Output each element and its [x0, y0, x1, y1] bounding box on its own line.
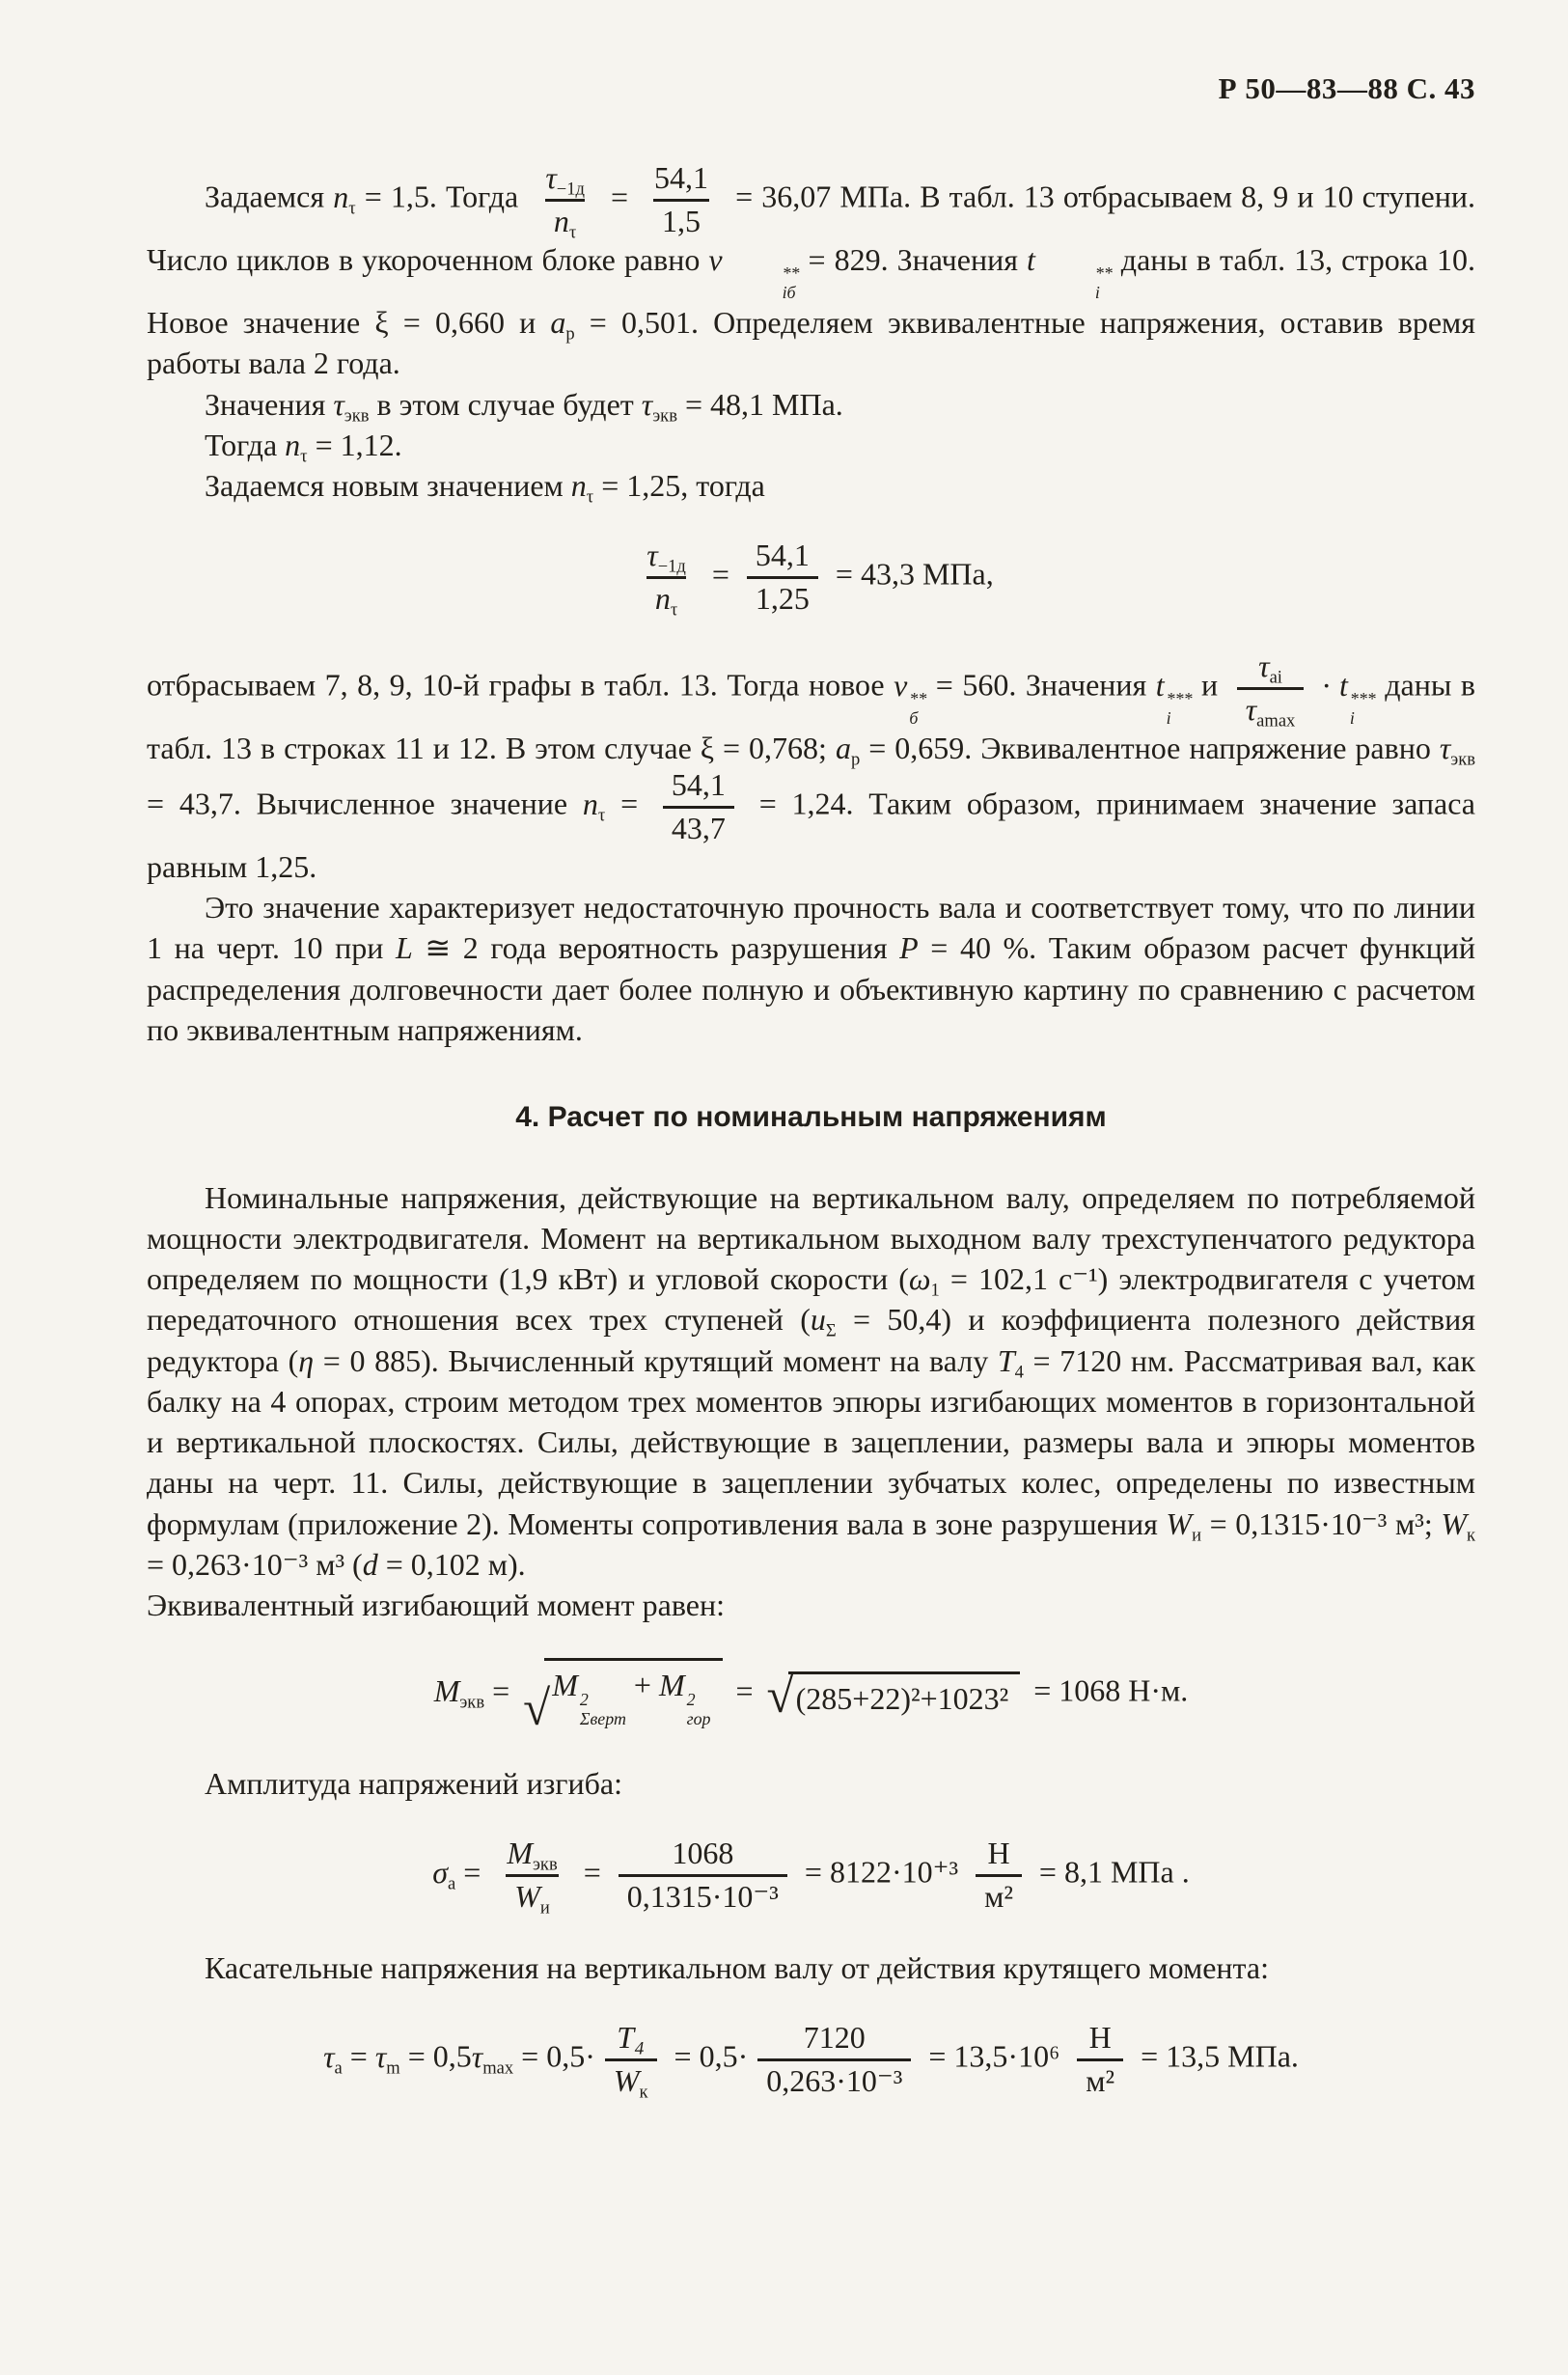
paragraph-6	[147, 887, 1475, 1050]
math-var	[471, 2038, 514, 2079]
text-run: = 0 885). Вычисленный крутящий момент на валу	[314, 1342, 998, 1378]
equals-sign: =	[610, 179, 628, 214]
text-run: Эквивалентный изгибающий момент равен:	[147, 1588, 725, 1623]
var-base: ν	[708, 241, 723, 277]
paragraph-10	[147, 1947, 1475, 1988]
superscript: **	[1094, 263, 1113, 284]
var-sub: τ	[670, 599, 678, 621]
math-var	[1026, 241, 1113, 302]
inline-fraction	[663, 768, 734, 846]
doc-ref: Р 50—83—88 С. 43	[1218, 71, 1475, 105]
equals-sign: =	[735, 1672, 754, 1708]
fraction-denominator	[1237, 687, 1305, 732]
formula-result: = 13,5 МПа.	[1133, 2038, 1299, 2074]
math-var	[374, 2038, 400, 2079]
fraction-numerator	[536, 161, 593, 199]
fraction-denominator	[646, 576, 686, 621]
var-sub: a	[334, 2057, 343, 2079]
fraction	[638, 538, 695, 621]
text-run: Амплитуда напряжений изгиба:	[205, 1765, 623, 1801]
text-run: Касательные напряжения на вертикальном валу от действия крутящего момента:	[205, 1949, 1270, 1985]
math-var	[432, 1854, 456, 1894]
math-var	[433, 1672, 485, 1713]
radicand: (285+22)²+1023²	[788, 1671, 1021, 1718]
sup-sub-stack	[685, 1691, 711, 1728]
text-run: = 43,7. Вычисленное значение	[147, 787, 583, 822]
text-run: и	[1192, 667, 1227, 703]
fraction-denominator: 1,5	[653, 199, 709, 239]
var-base: M	[658, 1668, 685, 1703]
display-formula-3	[147, 1836, 1475, 1919]
var-base: n	[553, 203, 569, 238]
fraction-numerator	[1250, 649, 1291, 687]
var-base: W	[613, 2062, 640, 2098]
fraction-numerator: 54,1	[671, 767, 726, 803]
radical-sign: √	[523, 1681, 551, 1737]
display-formula-4	[147, 2020, 1475, 2103]
var-base: a	[835, 731, 851, 766]
subscript: i	[1094, 282, 1100, 302]
math-var	[1439, 731, 1476, 770]
fraction-denominator	[506, 1874, 559, 1919]
fraction-numerator	[638, 539, 695, 576]
text-run: = 0,1315·10⁻³ м³;	[1201, 1505, 1442, 1541]
var-sub: к	[639, 2082, 648, 2103]
text-run: = 0,659. Эквивалентное напряжение равно	[860, 731, 1440, 766]
text-run: = 1,24. Таким образом, принимаем значение запаса равным 1,25.	[147, 787, 1476, 885]
var-base: n	[333, 179, 349, 214]
var-base: n	[285, 427, 301, 462]
radicand	[544, 1658, 722, 1730]
fraction-denominator: 43,7	[663, 806, 734, 846]
math-var	[323, 2038, 343, 2079]
math-var	[658, 1668, 711, 1728]
text-run: Тогда	[205, 427, 286, 462]
text-run: = 8122·10⁺³	[796, 1854, 967, 1890]
var-sub: max	[482, 2057, 514, 2079]
paragraph-7	[147, 1177, 1475, 1585]
subscript: б	[909, 707, 919, 728]
display-formula-1	[147, 538, 1475, 621]
fraction-numerator: 54,1	[755, 538, 810, 573]
var-base: n	[570, 468, 587, 504]
paragraph-2	[147, 384, 1475, 425]
math-var	[333, 179, 356, 219]
var-sub: ai	[1269, 667, 1282, 688]
var-base: ω	[908, 1261, 931, 1297]
multiplication-dot: ·	[1321, 667, 1332, 703]
math-var	[552, 1668, 626, 1728]
var-base: a	[550, 305, 566, 341]
fraction-numerator: 54,1	[653, 159, 708, 195]
math-var	[550, 305, 575, 345]
text-run: = 0,5·	[513, 2038, 595, 2074]
var-sub: р	[850, 749, 861, 770]
math-var	[835, 731, 861, 770]
text-run: отбрасываем 7, 8, 9, 10-й графы в табл. 13. Тогда новое	[147, 667, 894, 703]
section-heading: 4. Расчет по номинальным напряжениям	[515, 1101, 1107, 1134]
subscript: iб	[782, 282, 796, 302]
sup-sub-stack	[907, 690, 926, 728]
fraction-numerator: Н	[1088, 2020, 1112, 2056]
text-run: = 13,5·10⁶	[921, 2038, 1068, 2074]
math-var	[1339, 667, 1376, 728]
math-var	[285, 427, 308, 467]
equals-sign: =	[463, 1854, 481, 1890]
var-base: τ	[545, 159, 557, 195]
text-run: Задаемся новым значением	[205, 468, 571, 504]
inline-fraction	[1237, 648, 1305, 732]
fraction-denominator: 0,1315·10⁻³	[619, 1874, 787, 1915]
math-var	[570, 468, 594, 508]
math-var	[333, 386, 370, 427]
var-base: n	[654, 581, 671, 617]
fraction	[757, 2021, 911, 2099]
math-var	[908, 1261, 940, 1301]
text-run: = 1,5. Тогда	[355, 179, 528, 214]
var-sub: 4	[1014, 1362, 1024, 1383]
math-var	[1441, 1505, 1476, 1546]
sup-sub-stack	[578, 1691, 626, 1728]
math-var	[1166, 1505, 1202, 1546]
plus-sign: +	[633, 1668, 651, 1703]
fraction-denominator: 0,263·10⁻³	[757, 2058, 911, 2099]
formula-result: = 1068 Н·м.	[1026, 1672, 1189, 1708]
text-run: = 829. Значения	[799, 241, 1027, 277]
var-base: τ	[1245, 691, 1257, 727]
var-base: W	[1166, 1505, 1193, 1541]
text-run: = 48,1 МПа.	[676, 386, 843, 422]
text-run: Задаемся	[205, 179, 334, 214]
var-base: W	[514, 1878, 540, 1914]
var-base: n	[582, 787, 598, 822]
text-run: даны в табл. 13 в строках 11 и 12. В этом случае ξ = 0,768;	[147, 667, 1476, 766]
math-var	[708, 241, 800, 302]
var-sub: Σ	[825, 1320, 837, 1341]
var-base: τ	[333, 386, 344, 422]
text-run: = 1,12.	[307, 427, 402, 462]
fraction-numerator	[608, 2021, 653, 2058]
var-base: τ	[1258, 648, 1270, 683]
var-sub: экв	[459, 1692, 485, 1713]
fraction-numerator	[498, 1836, 565, 1874]
superscript: ***	[1166, 689, 1193, 709]
var-base: M	[552, 1668, 578, 1703]
var-base: M	[433, 1672, 460, 1708]
display-formula-2	[147, 1658, 1475, 1737]
var-base: d	[362, 1546, 378, 1582]
var-base: u	[810, 1302, 826, 1338]
inline-fraction	[536, 159, 593, 243]
var-base: t	[1339, 667, 1348, 703]
fraction-denominator: м²	[1077, 2058, 1123, 2099]
var-sub: −1д	[657, 556, 686, 577]
formula-result: = 8,1 МПа .	[1031, 1854, 1190, 1890]
var-base: Т	[997, 1342, 1015, 1378]
text-run: ≅ 2 года вероятность разрушения	[412, 930, 900, 966]
fraction	[976, 1836, 1022, 1915]
var-base: t	[1026, 241, 1035, 277]
math-var	[582, 787, 606, 826]
var-sub: и	[539, 1897, 550, 1919]
paragraph-9	[147, 1763, 1475, 1804]
fraction	[1077, 2021, 1123, 2099]
equals-sign: =	[492, 1672, 510, 1708]
sup-sub-stack	[1348, 690, 1376, 728]
var-base: σ	[432, 1854, 449, 1890]
var-sub: τ	[568, 222, 577, 243]
fraction-numerator: 1068	[672, 1836, 734, 1871]
var-base: τ	[646, 538, 658, 573]
var-sub: a	[448, 1873, 456, 1894]
var-sub: −1д	[556, 179, 585, 200]
var-sub: amax	[1256, 710, 1296, 732]
var-base: L	[395, 930, 413, 966]
superscript: ***	[1349, 689, 1376, 709]
text-run: даны в табл. 13, строка 10. Новое значение ξ = 0,660 и	[147, 241, 1476, 341]
equals-sign: =	[583, 1854, 601, 1890]
fraction-denominator	[605, 2058, 657, 2103]
var-sub: τ	[300, 446, 308, 467]
var-base: τ	[641, 386, 653, 422]
inline-fraction	[646, 161, 717, 239]
square-root	[766, 1669, 1021, 1725]
subscript: гор	[686, 1708, 711, 1728]
superscript: **	[909, 689, 927, 709]
var-sub: m	[386, 2057, 400, 2079]
text-run: = 36,07 МПа. В табл. 13 отбрасываем 8, 9 и 10 ступени. Число циклов в укороченном блоке равно	[147, 179, 1476, 277]
math-var	[1155, 667, 1193, 728]
paragraph-1	[147, 161, 1475, 384]
math-var	[997, 1342, 1024, 1383]
paragraph-8	[147, 1585, 1475, 1625]
sup-sub-stack	[1035, 264, 1113, 302]
text-run: в этом случае будет	[369, 386, 642, 422]
fraction-denominator: 1,25	[747, 576, 818, 617]
var-base: τ	[471, 2038, 483, 2074]
radical-sign: √	[766, 1669, 794, 1725]
superscript: **	[782, 263, 800, 284]
math-var	[810, 1302, 837, 1341]
paragraph-3	[147, 425, 1475, 465]
var-base: ν	[894, 667, 908, 703]
fraction-denominator: м²	[976, 1874, 1022, 1915]
math-var	[894, 667, 927, 728]
var-base: η	[298, 1342, 315, 1378]
math-var	[641, 386, 677, 427]
var-base: τ	[323, 2038, 335, 2074]
var-base: τ	[1439, 731, 1451, 766]
superscript: 2	[579, 1690, 589, 1710]
var-base: Р	[899, 930, 919, 966]
var-base: M	[507, 1836, 533, 1871]
var-base: τ	[374, 2038, 387, 2074]
text-run: = 50,4) и коэффициента полезного действия редуктора (	[147, 1302, 1476, 1378]
fraction	[619, 1836, 787, 1915]
text-run: Это значение характеризует недостаточную прочность вала и соответствует тому, что по линии 1 на черт. 10 при	[147, 890, 1475, 966]
fraction	[605, 2020, 657, 2103]
sup-sub-stack	[1165, 690, 1193, 728]
subscript: i	[1349, 707, 1355, 728]
fraction-numerator: 7120	[803, 2020, 866, 2056]
text-run: =	[605, 787, 653, 822]
formula-result: = 43,3 МПа,	[827, 556, 994, 592]
var-sub: экв	[344, 405, 370, 427]
sup-sub-stack	[723, 264, 800, 302]
var-sub: и	[1192, 1525, 1202, 1546]
text-run: = 0,5	[399, 2038, 472, 2074]
fraction	[747, 539, 818, 617]
text-run: = 102,1 с⁻¹) электродвигателя с учетом передаточного отношения всех трех ступеней (	[147, 1261, 1475, 1338]
text-run: = 0,102 м).	[377, 1546, 526, 1582]
text-run: = 560. Значения	[926, 667, 1156, 703]
superscript: 2	[686, 1690, 696, 1710]
equals-sign: =	[711, 556, 729, 592]
square-root	[523, 1658, 722, 1737]
var-sub: экв	[1450, 749, 1476, 770]
var-base: Т₄	[617, 2020, 646, 2056]
text-run: Значения	[205, 386, 334, 422]
var-sub: 1	[930, 1280, 940, 1301]
text-run: = 0,263·10⁻³ м³ (	[147, 1546, 363, 1582]
text-run: Номинальные напряжения, действующие на вертикальном валу, определяем по потребляемой мощности электродвигателя. Момент на вертикальном выходном валу трехступенчатого редуктора определяем по мощности (1,9 кВт) и угловой скорости (	[147, 1179, 1475, 1297]
text-run: = 7120 нм. Рассматривая вал, как балку на 4 опорах, строим методом трех моментов эпюры изгибающих моментов в горизонтальной и вертикальной плоскостях. Силы, действующие в зацеплении, размеры вала и эпюры моментов даны на черт. 11. Силы, действующие в зацеплении зубчатых колес, определены по известным формулам (приложение 2). Моменты сопротивления вала в зоне разрушения	[147, 1342, 1476, 1541]
var-sub: экв	[652, 405, 677, 427]
var-sub: р	[565, 323, 575, 345]
text-run: = 40 %. Таким образом расчет функций распределения долговечности дает более полную и объективную картину по сравнению с расчетом по эквивалентным напряжениям.	[147, 930, 1476, 1047]
subscript: i	[1166, 707, 1171, 728]
text-run: = 0,5·	[666, 2038, 749, 2074]
var-sub: τ	[348, 198, 356, 219]
fraction-numerator: Н	[987, 1836, 1010, 1871]
text-run: = 0,501. Определяем эквивалентные напряжения, оставив время работы вала 2 года.	[147, 305, 1476, 381]
fraction-denominator	[545, 199, 585, 243]
subscript: Σверт	[579, 1708, 626, 1728]
paragraph-4	[147, 465, 1475, 506]
var-sub: экв	[532, 1854, 558, 1875]
var-sub: к	[1467, 1525, 1476, 1546]
fraction	[498, 1836, 565, 1919]
text-run: =	[342, 2038, 375, 2074]
paragraph-5	[147, 649, 1475, 887]
var-base: W	[1441, 1505, 1467, 1541]
var-sub: τ	[586, 486, 594, 508]
var-base: t	[1155, 667, 1165, 703]
var-sub: τ	[597, 805, 606, 826]
text-run: = 1,25, тогда	[593, 468, 765, 504]
